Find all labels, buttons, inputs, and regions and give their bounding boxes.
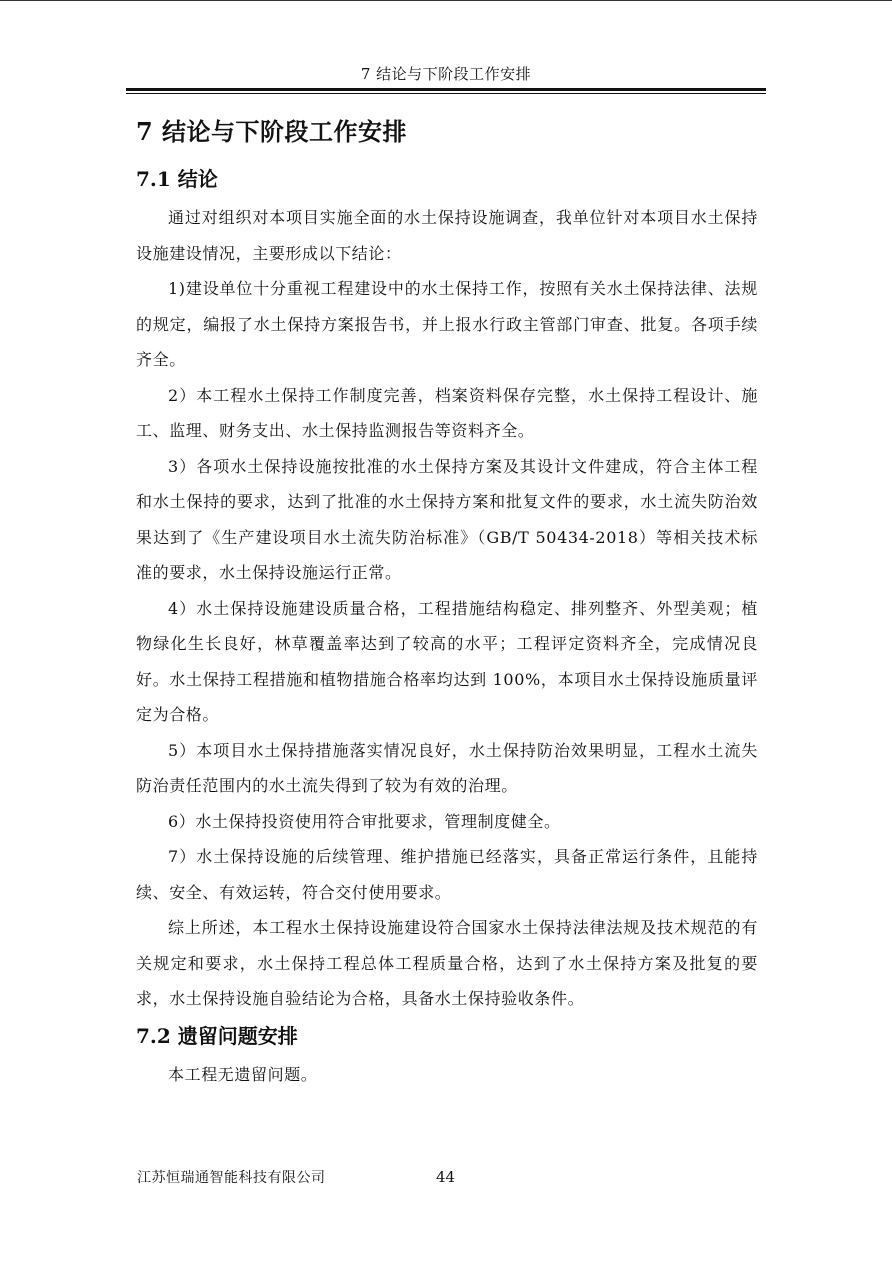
paragraph-item-6: 6）水土保持投资使用符合审批要求，管理制度健全。 — [168, 811, 561, 831]
paragraph-item-4: 4）水土保持设施建设质量合格，工程措施结构稳定、排列整齐、外型美观；植物绿化生长良好，林草覆盖率达到了较高的水平；工程评定资料齐全，完成情况良好。水土保持工程措施和植物措施合格率均达到 100%，本项目水土保持设施质量评定为合格。 — [136, 598, 758, 724]
section-title-remaining-issues: 7.2 遗留问题安排 — [136, 1023, 298, 1048]
paragraph-summary: 综上所述，本工程水土保持设施建设符合国家水土保持法律法规及技术规范的有关规定和要求，水土保持工程总体工程质量合格，达到了水土保持方案及批复的要求，水土保持设施自验结论为合格，具备水土保持验收条件。 — [136, 918, 758, 1008]
header-rule-thin — [126, 93, 766, 94]
paragraph-item-2: 2）本工程水土保持工作制度完善，档案资料保存完整，水土保持工程设计、施工、监理、财务支出、水土保持监测报告等资料齐全。 — [136, 385, 758, 440]
document-body — [136, 112, 758, 1092]
paragraph-item-3: 3）各项水土保持设施按批准的水土保持方案及其设计文件建成，符合主体工程和水土保持的要求，达到了批准的水土保持方案和批复文件的要求，水土流失防治效果达到了《生产建设项目水土流失防治标准》（GB/T 50434-2018）等相关技术标准的要求，水土保持设施运行正常。 — [136, 456, 758, 582]
footer-company-name: 江苏恒瑞通智能科技有限公司 — [137, 1170, 326, 1186]
section-title-conclusion: 7.1 结论 — [136, 167, 218, 191]
footer-page-number: 44 — [436, 1168, 456, 1186]
paragraph-item-5: 5）本项目水土保持措施落实情况良好，水土保持防治效果明显，工程水土流失防治责任范围内的水土流失得到了较为有效的治理。 — [136, 740, 758, 795]
page-top-border — [0, 0, 892, 1]
paragraph-no-remaining-issues: 本工程无遗留问题。 — [168, 1064, 318, 1084]
running-header-title: 7 结论与下阶段工作安排 — [360, 65, 532, 83]
paragraph-item-1: 1)建设单位十分重视工程建设中的水土保持工作，按照有关水土保持法律、法规的规定，编报了水土保持方案报告书，并上报水行政主管部门审查、批复。各项手续齐全。 — [136, 279, 758, 369]
header-rule-thick — [126, 88, 766, 91]
chapter-title: 7 结论与下阶段工作安排 — [136, 117, 408, 146]
paragraph-item-7: 7）水土保持设施的后续管理、维护措施已经落实，具备正常运行条件，且能持续、安全、有效运转，符合交付使用要求。 — [136, 847, 758, 902]
paragraph-intro: 通过对组织对本项目实施全面的水土保持设施调查，我单位针对本项目水土保持设施建设情况，主要形成以下结论： — [136, 208, 758, 263]
